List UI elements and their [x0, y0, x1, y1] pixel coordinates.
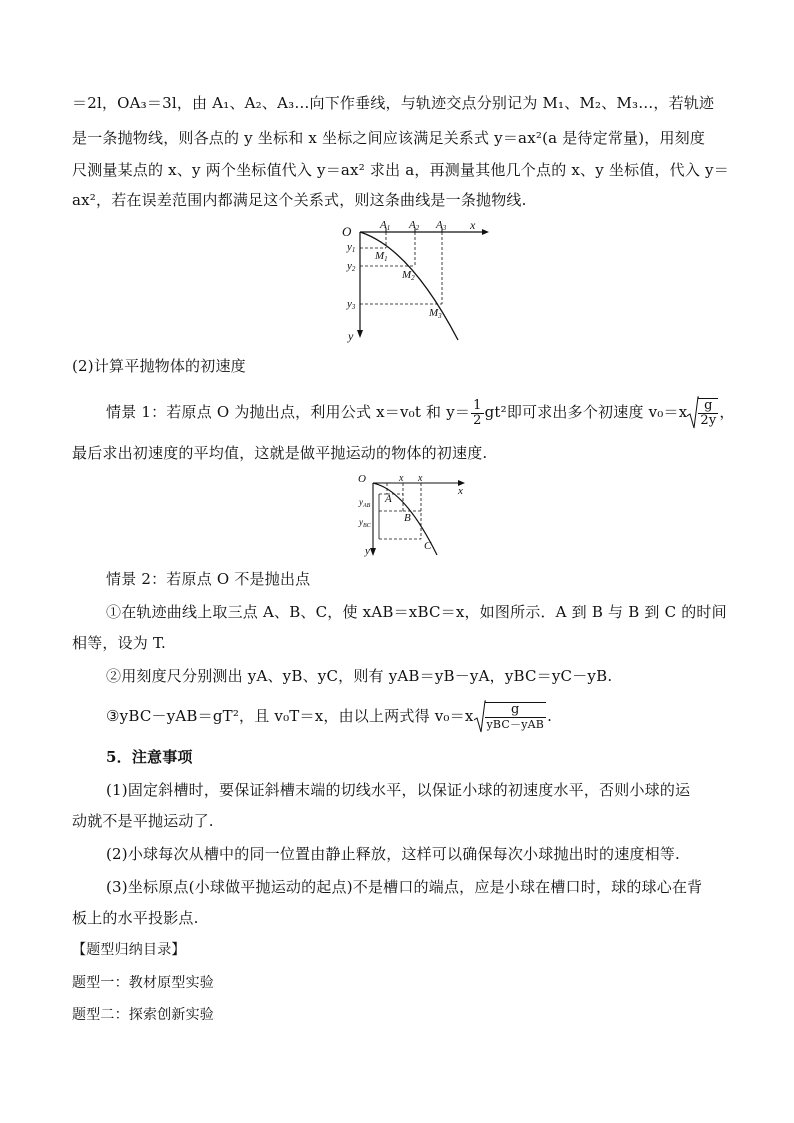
label-yAB: $y_{AB}$: [359, 497, 371, 509]
label-M2: M2: [402, 269, 415, 282]
origin-label: O: [342, 224, 352, 239]
note1-line1: (1)固定斜槽时，要保证斜槽末端的切线水平，以保证小球的初速度水平，否则小球的运: [106, 781, 691, 799]
scene1-line1: 情景 1：若原点 O 为抛出点，利用公式 x＝v₀t 和 y＝ $\frac{1}{2}$ gt²即可求出多个初速度 v₀＝x $\frac{g}{2y}$ ，: [106, 397, 735, 428]
para1-line2: 是一条抛物线，则各点的 y 坐标和 x 坐标之间应该满足关系式 y＝ax²(a 是待定常量)，用刻度: [72, 129, 706, 147]
label-A1: A1: [380, 219, 391, 232]
fraction-one-half: $\frac{1}{2}$: [473, 397, 482, 428]
svg-text:O: O: [358, 473, 366, 485]
section2-title: (2)计算平抛物体的初速度: [72, 357, 246, 375]
para1-line3: 尺测量某点的 x、y 两个坐标值代入 y＝ax² 求出 a，再测量其他几个点的 x、y 坐标值，代入 y＝: [72, 161, 729, 179]
y-axis-label: y: [348, 329, 354, 343]
scene2-step1-line1: ①在轨迹曲线上取三点 A、B、C，使 xAB＝xBC＝x，如图所示．A 到 B 与 B 到 C 的时间: [106, 603, 727, 621]
trajectory-figure-1-svg: [340, 218, 490, 343]
label-y3: y3: [347, 298, 356, 311]
note1-line2: 动就不是平抛运动了.: [72, 812, 214, 830]
sqrt-formula-2: $\frac{g}{\text{yBC－yAB}}$: [474, 700, 548, 734]
scene1-text-b: gt²即可求出多个初速度 v₀＝x: [484, 403, 688, 421]
svg-text:y: y: [365, 545, 370, 557]
svg-text:x: x: [399, 473, 404, 484]
svg-text:x: x: [458, 485, 463, 497]
scene2-step2: ②用刻度尺分别测出 yA、yB、yC，则有 yAB＝yB－yA，yBC＝yC－yB.: [106, 667, 613, 685]
scene2-step3: ③yBC－yAB＝gT²，且 v₀T＝x，由以上两式得 v₀＝x $\frac{g}{\text{yBC－yAB}}$ .: [106, 700, 552, 734]
label-B: B: [404, 512, 411, 524]
sqrt-g-over-2y: $\frac{g}{2y}$: [687, 396, 719, 430]
trajectory-curve: [360, 232, 458, 340]
label-yBC: $y_{BC}$: [359, 517, 371, 529]
catalog-item-2: 题型二：探索创新实验: [72, 1007, 214, 1023]
notes-title: 5．注意事项: [106, 748, 193, 766]
label-y2: y2: [347, 260, 356, 273]
label-M3: M3: [429, 307, 442, 320]
svg-text:x: x: [418, 473, 423, 484]
catalog-title: 【题型归纳目录】: [72, 942, 186, 958]
trajectory-figure-2-svg: [355, 470, 475, 560]
trajectory-figure-1: [340, 218, 490, 347]
para1-line1: ＝2l，OA₃＝3l，由 A₁、A₂、A₃…向下作垂线，与轨迹交点分别记为 M₁、M₂、M₃…，若轨迹: [72, 94, 715, 112]
label-y1: y1: [347, 241, 356, 254]
trajectory-figure-2: [355, 470, 475, 564]
para1-line4: ax²，若在误差范围内都满足这个关系式，则这条曲线是一条抛物线.: [72, 191, 527, 209]
scene2-title: 情景 2：若原点 O 不是抛出点: [106, 570, 311, 588]
label-C: C: [424, 540, 432, 552]
label-A3: A3: [436, 219, 447, 232]
label-M1: M1: [375, 250, 388, 263]
scene1-text-a: 情景 1：若原点 O 为抛出点，利用公式 x＝v₀t 和 y＝: [106, 403, 471, 421]
x-axis-label: x: [470, 218, 476, 232]
note3-line1: (3)坐标原点(小球做平抛运动的起点)不是槽口的端点，应是小球在槽口时，球的球心在背: [106, 878, 703, 896]
label-A: A: [385, 493, 392, 505]
scene2-step1-line2: 相等，设为 T.: [72, 634, 166, 652]
label-A2: A2: [409, 219, 420, 232]
note3-line2: 板上的水平投影点.: [72, 909, 199, 927]
note2: (2)小球每次从槽中的同一位置由静止释放，这样可以确保每次小球抛出时的速度相等.: [106, 845, 681, 863]
scene1-line2: 最后求出初速度的平均值，这就是做平抛运动的物体的初速度.: [72, 444, 488, 462]
catalog-item-1: 题型一：教材原型实验: [72, 975, 214, 991]
